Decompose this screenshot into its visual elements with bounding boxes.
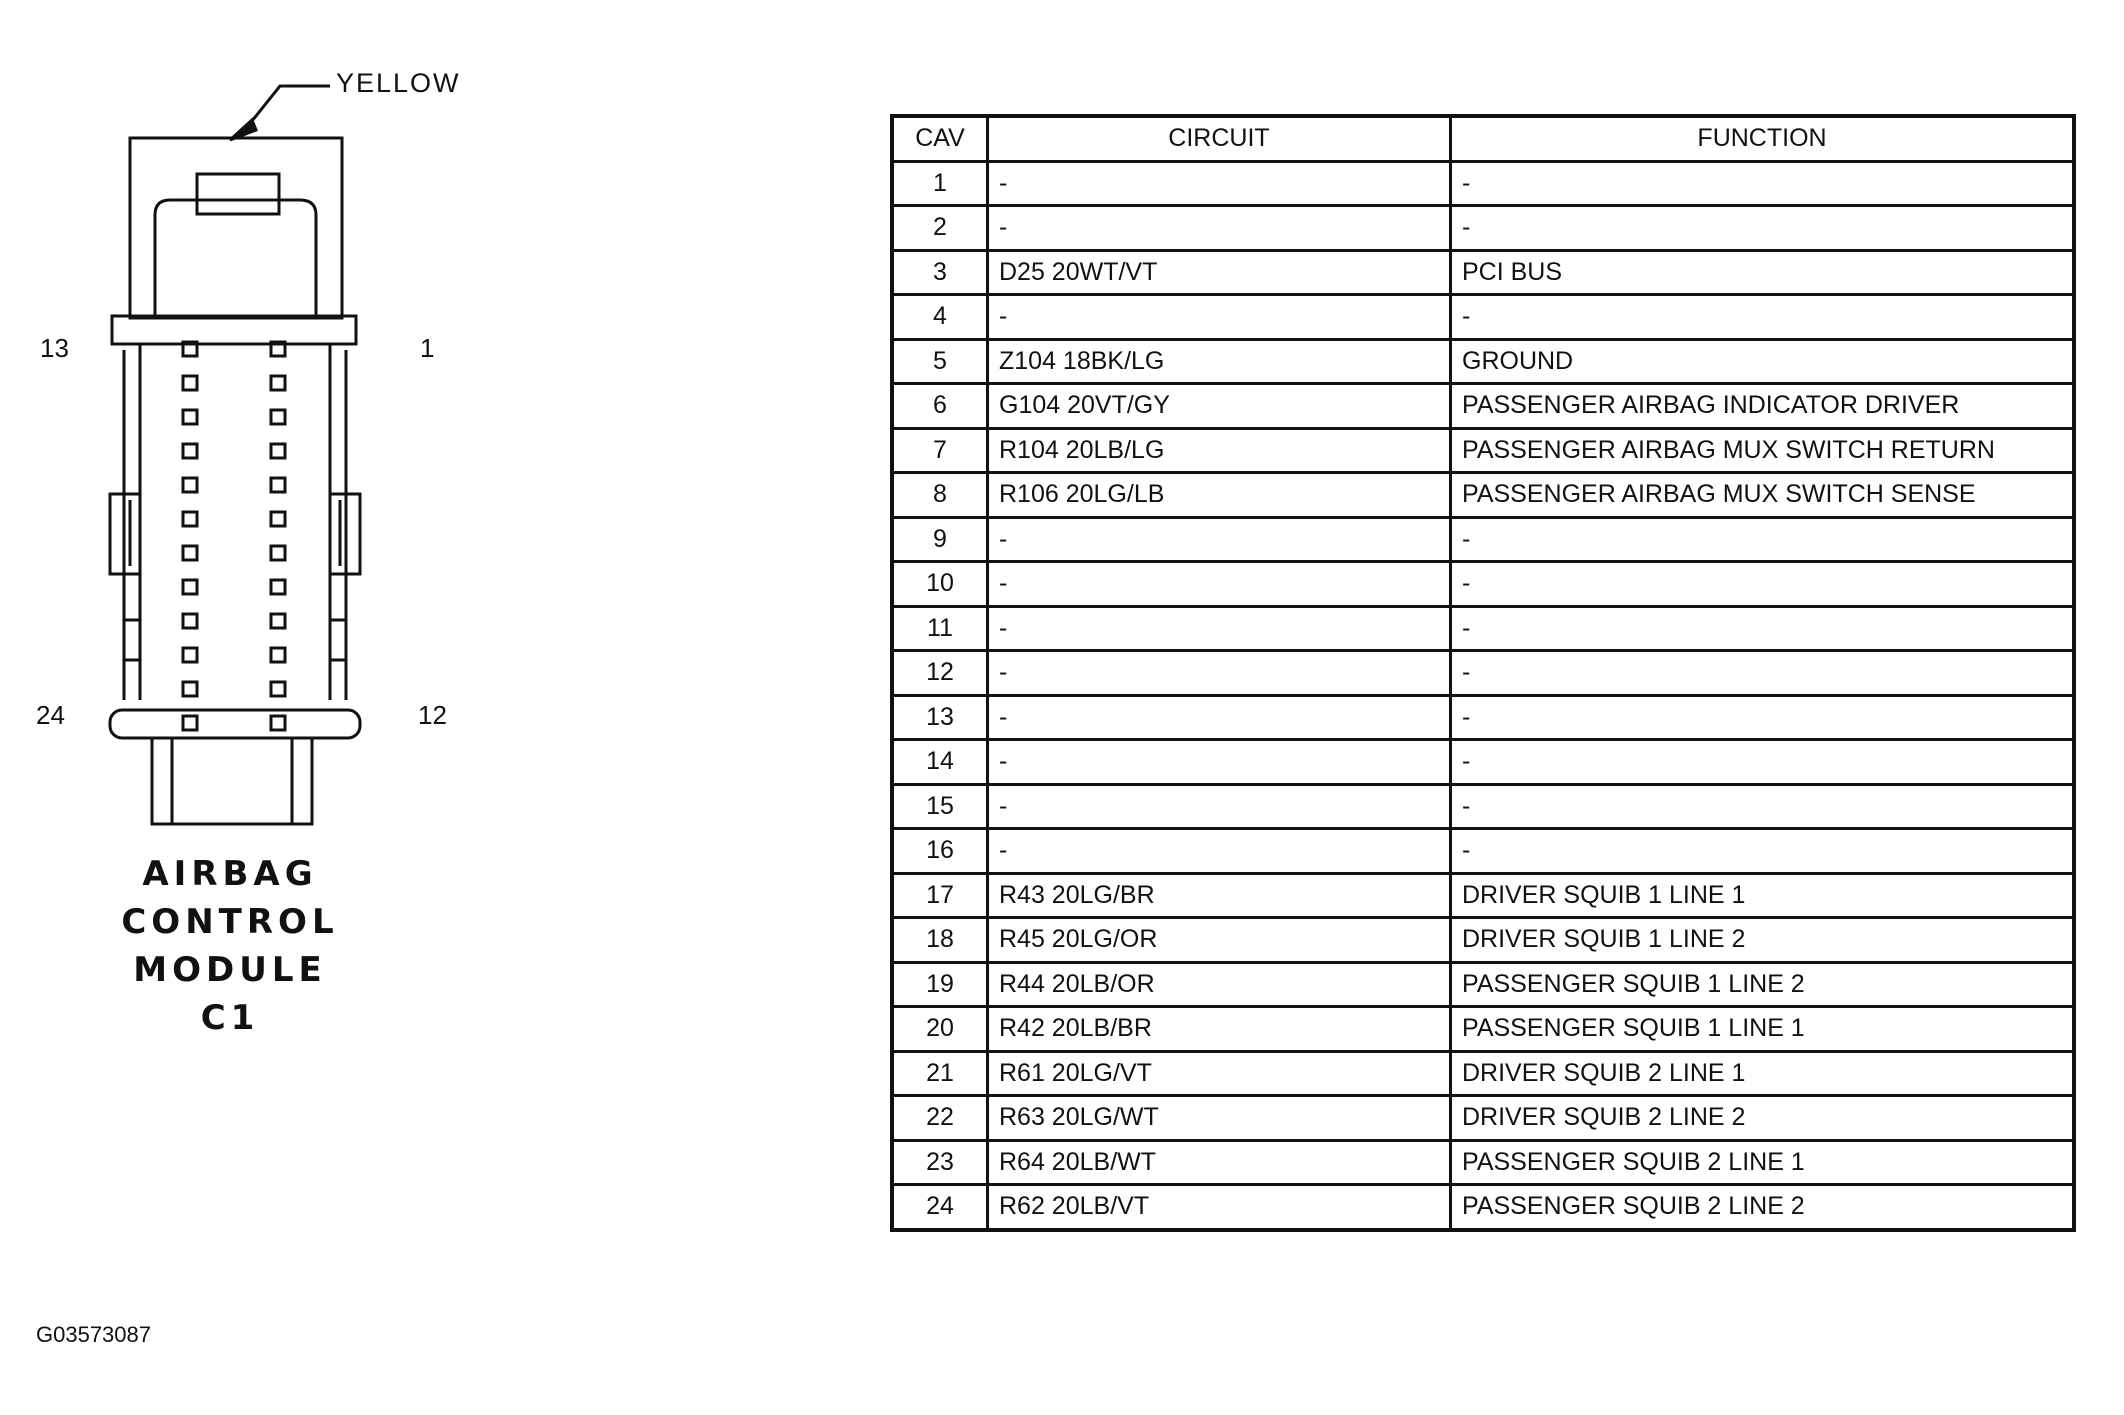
function-cell: PASSENGER SQUIB 2 LINE 1 [1451, 1140, 2075, 1185]
function-cell: - [1451, 161, 2075, 206]
table-row [892, 1007, 2074, 1052]
table-row [892, 962, 2074, 1007]
cavity-table [890, 114, 2076, 1232]
function-cell: PASSENGER AIRBAG INDICATOR DRIVER [1451, 384, 2075, 429]
table-header-row [892, 116, 2074, 161]
table-row [892, 740, 2074, 785]
cav-cell: 22 [892, 1096, 988, 1141]
function-cell: PASSENGER AIRBAG MUX SWITCH RETURN [1451, 428, 2075, 473]
table-row [892, 428, 2074, 473]
cav-cell: 19 [892, 962, 988, 1007]
function-cell: - [1451, 740, 2075, 785]
connector-color-label: YELLOW [336, 68, 461, 98]
function-cell: - [1451, 517, 2075, 562]
function-cell: PCI BUS [1451, 250, 2075, 295]
bottom-neck [152, 738, 312, 824]
function-cell: PASSENGER AIRBAG MUX SWITCH SENSE [1451, 473, 2075, 518]
table-row [892, 873, 2074, 918]
table-row [892, 918, 2074, 963]
cav-cell: 7 [892, 428, 988, 473]
table-row [892, 384, 2074, 429]
table-row [892, 1051, 2074, 1096]
circuit-cell: R43 20LG/BR [988, 873, 1451, 918]
header-circuit: CIRCUIT [988, 116, 1451, 161]
function-cell: PASSENGER SQUIB 2 LINE 2 [1451, 1185, 2075, 1230]
body-sides [140, 344, 330, 700]
function-cell: - [1451, 784, 2075, 829]
function-cell: DRIVER SQUIB 2 LINE 2 [1451, 1096, 2075, 1141]
circuit-cell: - [988, 784, 1451, 829]
circuit-cell: R104 20LB/LG [988, 428, 1451, 473]
cav-cell: 6 [892, 384, 988, 429]
function-cell: - [1451, 651, 2075, 696]
pin-label-bottom-right: 12 [418, 700, 447, 730]
pin-cavities [183, 342, 285, 730]
circuit-cell: - [988, 829, 1451, 874]
circuit-cell: R42 20LB/BR [988, 1007, 1451, 1052]
circuit-cell: - [988, 295, 1451, 340]
function-cell: - [1451, 206, 2075, 251]
cav-cell: 5 [892, 339, 988, 384]
table-row [892, 161, 2074, 206]
circuit-cell: D25 20WT/VT [988, 250, 1451, 295]
latch-tab [197, 174, 279, 214]
header-cav: CAV [892, 116, 988, 161]
cav-cell: 11 [892, 606, 988, 651]
table-row [892, 695, 2074, 740]
circuit-cell: - [988, 206, 1451, 251]
table-row [892, 339, 2074, 384]
function-cell: PASSENGER SQUIB 1 LINE 1 [1451, 1007, 2075, 1052]
function-cell: DRIVER SQUIB 1 LINE 1 [1451, 873, 2075, 918]
table-row [892, 1140, 2074, 1185]
pin-label-bottom-left: 24 [36, 700, 65, 730]
circuit-cell: G104 20VT/GY [988, 384, 1451, 429]
cav-cell: 3 [892, 250, 988, 295]
cav-cell: 14 [892, 740, 988, 785]
function-cell: PASSENGER SQUIB 1 LINE 2 [1451, 962, 2075, 1007]
circuit-cell: R62 20LB/VT [988, 1185, 1451, 1230]
circuit-cell: R45 20LG/OR [988, 918, 1451, 963]
cav-cell: 4 [892, 295, 988, 340]
circuit-cell: - [988, 740, 1451, 785]
table-row [892, 562, 2074, 607]
connector-title [100, 850, 360, 1042]
circuit-cell: - [988, 562, 1451, 607]
cav-cell: 1 [892, 161, 988, 206]
table-row [892, 473, 2074, 518]
function-cell: - [1451, 829, 2075, 874]
circuit-cell: - [988, 161, 1451, 206]
table-row [892, 517, 2074, 562]
housing-top [130, 138, 342, 318]
cav-cell: 23 [892, 1140, 988, 1185]
top-flange [112, 316, 356, 344]
table-row [892, 206, 2074, 251]
table-row [892, 295, 2074, 340]
function-cell: DRIVER SQUIB 2 LINE 1 [1451, 1051, 2075, 1096]
table-row [892, 784, 2074, 829]
connector-title-line: AIRBAG [142, 854, 318, 894]
circuit-cell: R106 20LG/LB [988, 473, 1451, 518]
table-row [892, 250, 2074, 295]
bottom-flange [110, 710, 360, 738]
cav-cell: 18 [892, 918, 988, 963]
cav-cell: 9 [892, 517, 988, 562]
connector-title-line: CONTROL [121, 902, 339, 942]
circuit-cell: - [988, 517, 1451, 562]
cav-cell: 20 [892, 1007, 988, 1052]
latch-outline [155, 200, 316, 318]
circuit-cell: Z104 18BK/LG [988, 339, 1451, 384]
function-cell: DRIVER SQUIB 1 LINE 2 [1451, 918, 2075, 963]
circuit-cell: - [988, 651, 1451, 696]
header-function: FUNCTION [1451, 116, 2075, 161]
cav-cell: 21 [892, 1051, 988, 1096]
table-row [892, 606, 2074, 651]
function-cell: - [1451, 606, 2075, 651]
cav-cell: 24 [892, 1185, 988, 1230]
cav-cell: 13 [892, 695, 988, 740]
function-cell: - [1451, 562, 2075, 607]
figure-id: G03573087 [36, 1322, 151, 1347]
table-row [892, 1096, 2074, 1141]
table-row [892, 651, 2074, 696]
table-row [892, 829, 2074, 874]
cav-cell: 2 [892, 206, 988, 251]
circuit-cell: R61 20LG/VT [988, 1051, 1451, 1096]
pin-label-top-left: 13 [40, 333, 69, 363]
function-cell: GROUND [1451, 339, 2075, 384]
circuit-cell: - [988, 695, 1451, 740]
table-row [892, 1185, 2074, 1230]
function-cell: - [1451, 295, 2075, 340]
cav-cell: 10 [892, 562, 988, 607]
circuit-cell: R64 20LB/WT [988, 1140, 1451, 1185]
circuit-cell: R63 20LG/WT [988, 1096, 1451, 1141]
cav-cell: 15 [892, 784, 988, 829]
connector-title-line: MODULE C1 [133, 950, 327, 1038]
pin-label-top-right: 1 [420, 333, 435, 363]
cav-cell: 8 [892, 473, 988, 518]
circuit-cell: R44 20LB/OR [988, 962, 1451, 1007]
cav-cell: 17 [892, 873, 988, 918]
circuit-cell: - [988, 606, 1451, 651]
cav-cell: 16 [892, 829, 988, 874]
cav-cell: 12 [892, 651, 988, 696]
function-cell: - [1451, 695, 2075, 740]
